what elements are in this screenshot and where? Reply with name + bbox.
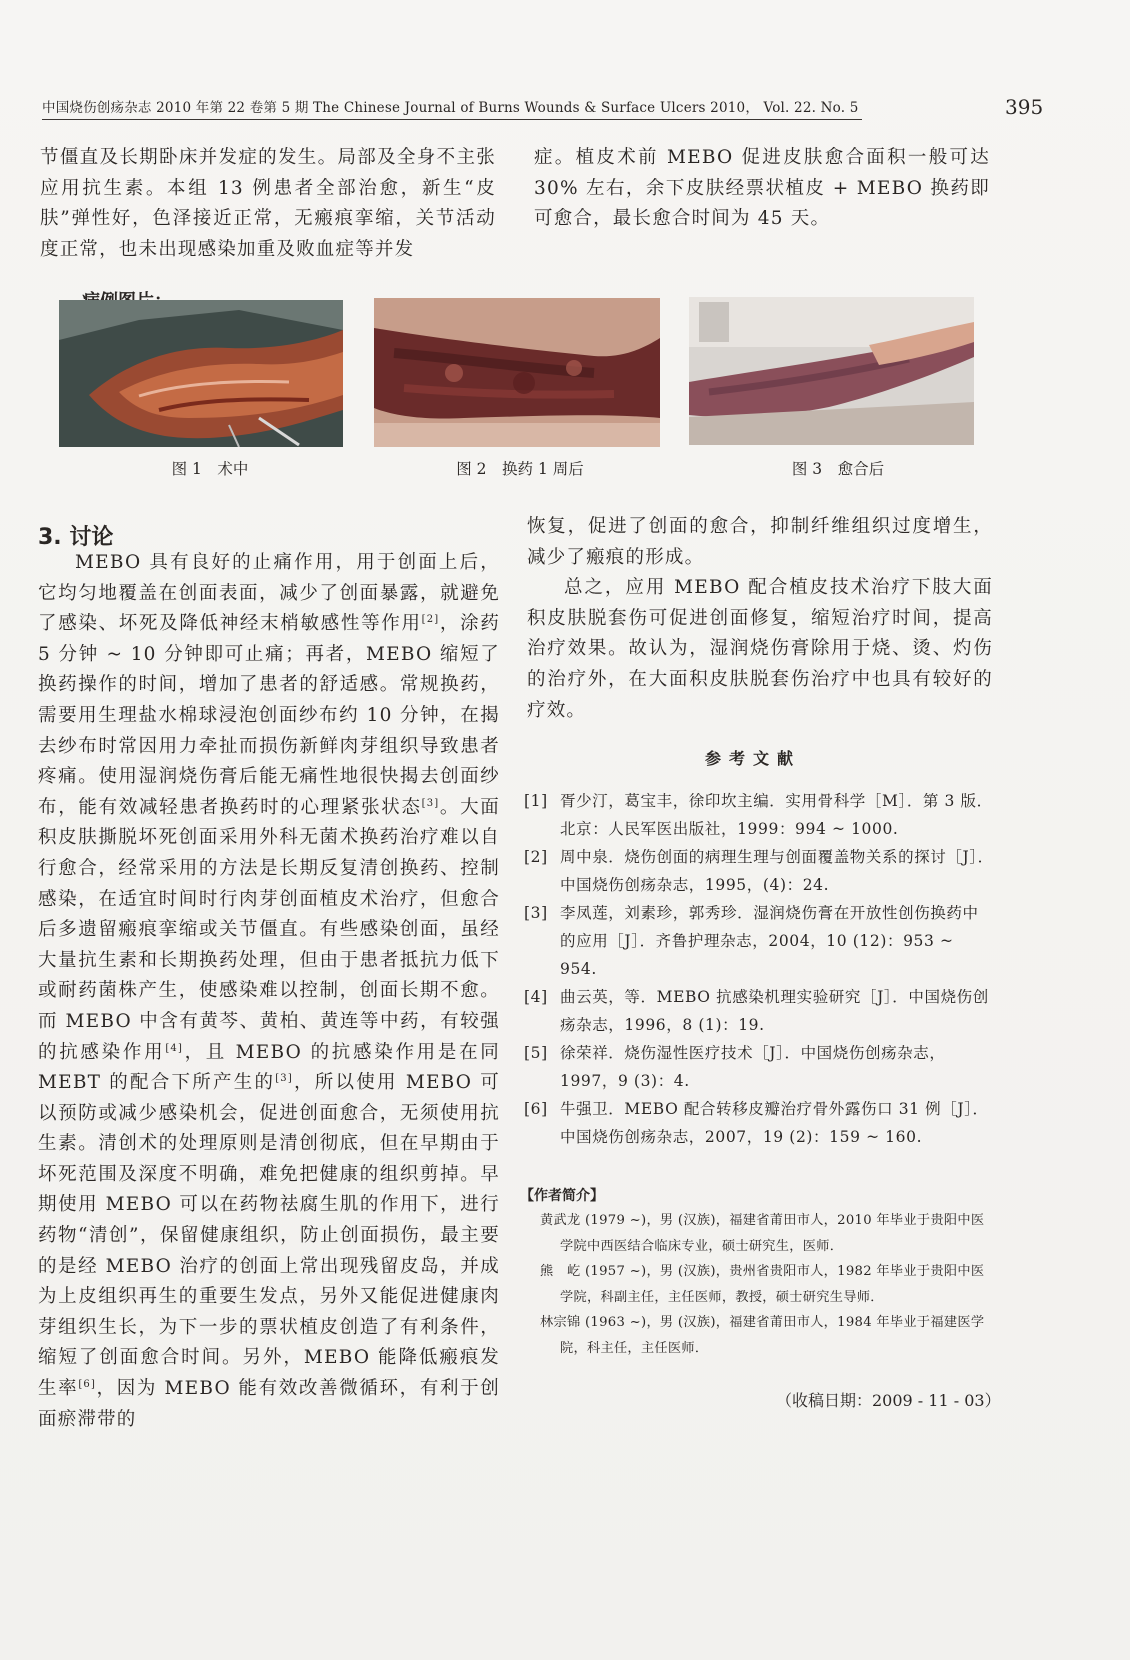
reference-item bbox=[524, 983, 994, 1039]
discussion-right-column bbox=[527, 512, 993, 726]
top-left-text bbox=[40, 143, 496, 265]
conclusion-paragraph: 总之，应用 MEBO 配合植皮技术治疗下肢大面积皮肤脱套伤可促进创面修复，缩短治疗时间，提高治疗效果。故认为，湿润烧伤膏除用于烧、烫、灼伤的治疗外，在大面积皮肤脱套伤治疗中也具有较好的疗效。 bbox=[527, 577, 993, 721]
text-run: MEBO 具有良好的止痛作用，用于创面上后，它均匀地覆盖在创面表面，减少了创面暴露，就避免了感染、坏死及降低神经末梢敏感性等作用 bbox=[38, 552, 500, 635]
reference-number: [5] bbox=[524, 1044, 548, 1062]
reference-item bbox=[524, 1039, 994, 1095]
received-date: （收稿日期：2009 - 11 - 03） bbox=[776, 1391, 1001, 1410]
text-run: ，涂药 5 分钟 ~ 10 分钟即可止痛；再者，MEBO 缩短了换药操作的时间，增加了患者的舒适感。常规换药，需要用生理盐水棉球浸泡创面纱布约 10 分钟，在揭去纱布时常因用力牵扯而损伤新鲜肉芽组织导致患者疼痛。使用湿润烧伤膏后能无痛性地很快揭去创面纱布，能有效减轻患者换药时的心理紧张状态 bbox=[38, 613, 500, 818]
reference-number: [2] bbox=[524, 848, 548, 866]
citation: [3] bbox=[421, 797, 440, 809]
continued-paragraph: 症。植皮术前 MEBO 促进皮肤愈合面积一般可达 30% 左右，余下皮肤经票状植皮 + MEBO 换药即可愈合，最长愈合时间为 45 天。 bbox=[534, 147, 990, 230]
discussion-paragraph: 恢复，促进了创面的愈合，抑制纤维组织过度增生，减少了瘢痕的形成。 bbox=[527, 516, 993, 568]
text-run: ，且 MEBO 的抗感染作用是在同 MEBT 的配合下所产生的 bbox=[38, 1041, 501, 1094]
reference-number: [3] bbox=[524, 904, 548, 922]
reference-item bbox=[524, 787, 994, 843]
reference-text: 曲云英，等．MEBO 抗感染机理实验研究［J］．中国烧伤创疡杂志，1996，8 (1)：19. bbox=[560, 988, 989, 1034]
citation: [2] bbox=[421, 614, 440, 626]
citation: [6] bbox=[78, 1378, 97, 1390]
text-run: ，因为 MEBO 能有效改善微循环，有利于创面瘀滞带的 bbox=[38, 1378, 500, 1430]
figure-1-caption: 图 1 术中 bbox=[171, 460, 249, 478]
reference-item bbox=[524, 843, 994, 899]
figure-1-photo bbox=[59, 300, 343, 447]
running-head: 中国烧伤创疡杂志 2010 年第 22 卷第 5 期 The Chinese Journal of Burns Wounds & Surface Ulcers 2010， Vol. 22. No. 5 bbox=[42, 96, 862, 120]
citation: [3] bbox=[275, 1072, 293, 1084]
text-run: 。大面积皮肤撕脱坏死创面采用外科无菌术换药治疗难以自行愈合，经常采用的方法是长期反复清创换药、控制感染，在适宜时间时行肉芽创面植皮术治疗，但愈合后多遗留瘢痕挛缩或关节僵直。有些感染创面，虽经大量抗生素和长期换药处理，但由于患者抵抗力低下或耐药菌株产生，使感染难以控制，创面长期不愈。而 MEBO 中含有黄芩、黄柏、黄连等中药，有较强的抗感染作用 bbox=[38, 796, 500, 1063]
reference-text: 李凤莲，刘素珍，郭秀珍．湿润烧伤膏在开放性创伤换药中的应用［J］．齐鲁护理杂志，2004，10 (12)：953 ~ 954. bbox=[560, 904, 979, 978]
author-entry: 黄武龙 (1979 ~)，男 (汉族)，福建省莆田市人，2010 年毕业于贵阳中医学院中西医结合临床专业，硕士研究生，医师． bbox=[540, 1213, 985, 1254]
page-number: 395 bbox=[1005, 95, 1044, 119]
continued-paragraph: 节僵直及长期卧床并发症的发生。局部及全身不主张应用抗生素。本组 13 例患者全部治愈，新生“皮肤”弹性好，色泽接近正常，无瘢痕挛缩，关节活动度正常，也未出现感染加重及败血症等并发 bbox=[40, 147, 496, 260]
reference-text: 徐荣祥．烧伤湿性医疗技术［J］．中国烧伤创疡杂志，1997，9 (3)：4. bbox=[560, 1044, 946, 1090]
reference-item bbox=[524, 899, 994, 983]
reference-text: 牛强卫．MEBO 配合转移皮瓣治疗骨外露伤口 31 例［J］．中国烧伤创疡杂志，2007，19 (2)：159 ~ 160. bbox=[560, 1100, 989, 1146]
discussion-paragraph bbox=[38, 548, 500, 1435]
author-entry: 林宗锦 (1963 ~)，男 (汉族)，福建省莆田市人，1984 年毕业于福建医学院，科主任，主任医师． bbox=[540, 1315, 985, 1356]
reference-item bbox=[524, 1095, 994, 1151]
reference-number: [4] bbox=[524, 988, 548, 1006]
figure-2-caption: 图 2 换药 1 周后 bbox=[456, 460, 584, 478]
references-title: 参考文献 bbox=[705, 749, 802, 768]
discussion-left-column bbox=[38, 548, 500, 1435]
citation: [4] bbox=[165, 1042, 184, 1054]
figure-3-photo bbox=[689, 297, 974, 445]
section-heading: 3. 讨论 bbox=[38, 525, 114, 550]
figure-2-photo bbox=[374, 298, 660, 447]
figure-3-caption: 图 3 愈合后 bbox=[791, 460, 885, 478]
reference-text: 胥少汀，葛宝丰，徐印坎主编．实用骨科学［M］．第 3 版．北京：人民军医出版社，1999：994 ~ 1000. bbox=[560, 792, 993, 838]
top-right-text bbox=[534, 143, 990, 235]
reference-text: 周中泉．烧伤创面的病理生理与创面覆盖物关系的探讨［J］．中国烧伤创疡杂志，1995，(4)：24. bbox=[560, 848, 994, 894]
reference-number: [6] bbox=[524, 1100, 548, 1118]
text-run: ，所以使用 MEBO 可以预防或减少感染机会，促进创面愈合，无须使用抗生素。清创术的处理原则是清创彻底，但在早期由于坏死范围及深度不明确，难免把健康的组织剪掉。早期使用 MEBO 可以在药物祛腐生肌的作用下，进行药物“清创”，保留健康组织，防止创面损伤，最主要的是经 MEBO 治疗的创面上常出现残留皮岛，并成为上皮组织再生的重要生发点，另外又能促进健康肉芽组织生长，为下一步的票状植皮创造了有利条件，缩短了创面愈合时间。另外，MEBO 能降低瘢痕发生率 bbox=[38, 1072, 500, 1400]
author-info bbox=[540, 1208, 995, 1361]
reference-list bbox=[524, 787, 994, 1151]
author-entry: 熊 屹 (1957 ~)，男 (汉族)，贵州省贵阳市人，1982 年毕业于贵阳中医学院，科副主任，主任医师，教授，硕士研究生导师． bbox=[540, 1264, 985, 1305]
author-info-heading: 【作者简介】 bbox=[520, 1188, 604, 1204]
reference-number: [1] bbox=[524, 792, 548, 810]
